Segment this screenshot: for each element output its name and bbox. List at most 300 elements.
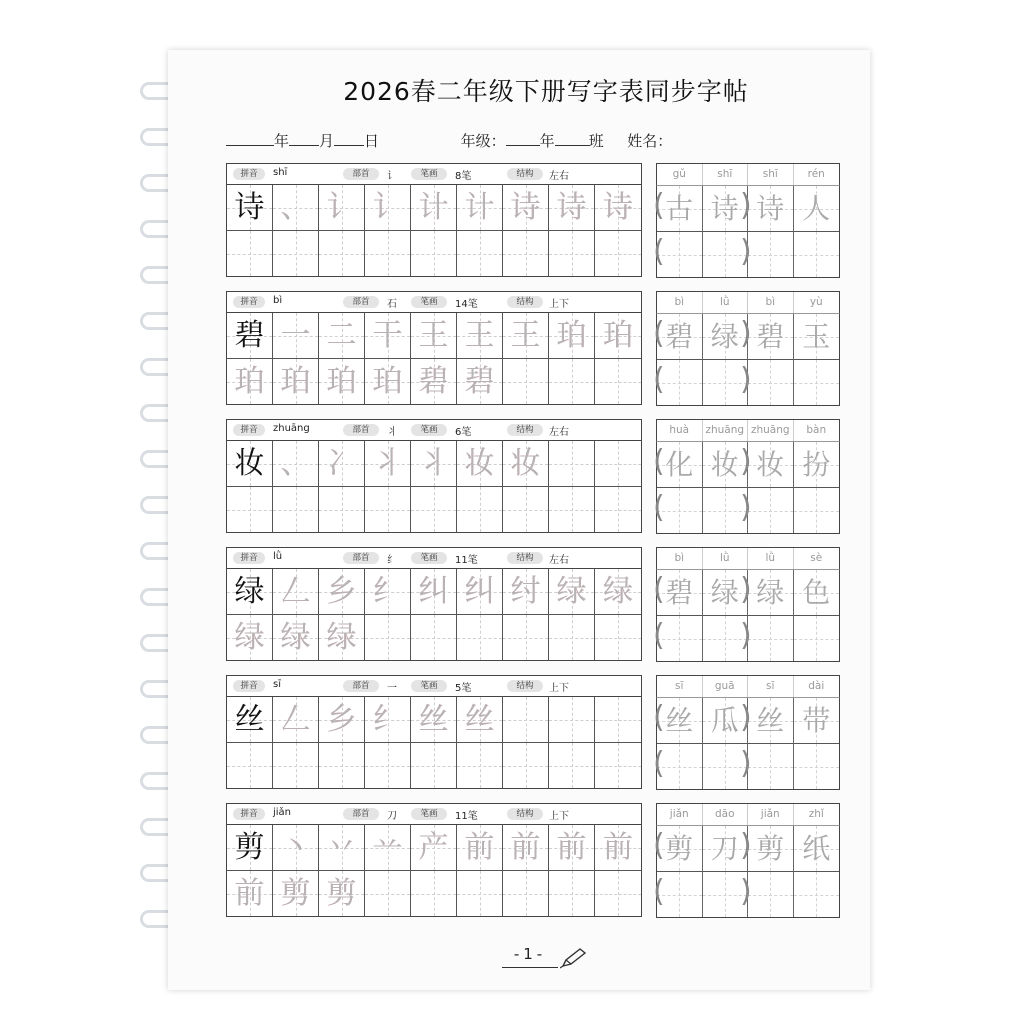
class-blank[interactable]	[555, 131, 589, 146]
model-character: 绿	[234, 574, 265, 609]
practice-cell[interactable]	[365, 231, 411, 276]
practice-cell[interactable]	[273, 313, 319, 359]
stroke-order-step: 绿	[326, 620, 357, 655]
pinyin-value: sī	[273, 679, 281, 690]
word-cell[interactable]	[794, 360, 840, 405]
day-label: 日	[364, 132, 380, 150]
practice-block	[226, 291, 642, 405]
practice-cell[interactable]	[365, 871, 411, 916]
stroke-order-step: 剪	[280, 876, 311, 911]
pinyin-value: zhuāng	[273, 423, 310, 434]
practice-cell[interactable]	[595, 487, 641, 532]
stroke-order-step: 、	[280, 446, 311, 481]
word-practice-block	[653, 163, 840, 278]
word-cell[interactable]	[748, 186, 794, 232]
stroke-order-step: 二	[326, 318, 357, 353]
practice-cell[interactable]	[503, 313, 549, 359]
practice-cell[interactable]	[411, 871, 457, 916]
practice-cell[interactable]	[319, 825, 365, 871]
stroke-order-step: 产	[418, 830, 449, 865]
practice-cell[interactable]	[365, 697, 411, 743]
structure-value: 上下	[549, 299, 569, 310]
word-character: 妆	[756, 448, 785, 481]
pinyin-tag: 拼音	[233, 424, 265, 436]
word-cell[interactable]	[748, 744, 794, 789]
word-cell[interactable]	[794, 442, 840, 488]
practice-cell[interactable]	[503, 359, 549, 404]
practice-cell[interactable]	[319, 313, 365, 359]
word-pinyin: huà	[657, 420, 703, 441]
word-character: 妆	[710, 448, 739, 481]
word-cell[interactable]	[794, 186, 840, 232]
practice-cell[interactable]	[365, 313, 411, 359]
practice-cell[interactable]	[227, 487, 273, 532]
word-pinyin: shī	[703, 164, 749, 185]
practice-cell[interactable]	[227, 743, 273, 788]
practice-cell[interactable]	[503, 569, 549, 615]
word-cell[interactable]	[794, 232, 840, 277]
stroke-order-step: 王	[418, 318, 449, 353]
practice-cell[interactable]	[273, 615, 319, 660]
word-cell[interactable]	[748, 570, 794, 616]
practice-cell[interactable]	[595, 359, 641, 404]
practice-cell[interactable]	[549, 569, 595, 615]
page-number: -1-	[513, 945, 547, 963]
close-paren: )	[740, 188, 752, 223]
word-pinyin-row	[656, 419, 840, 442]
practice-cell[interactable]	[319, 871, 365, 916]
stroke-order-step: 、	[280, 190, 311, 225]
month-blank[interactable]	[289, 131, 319, 146]
practice-cell[interactable]	[273, 825, 319, 871]
stroke-order-step: 珀	[556, 318, 587, 353]
strokes-tag: 笔画	[411, 168, 447, 180]
radical-value: 丬	[387, 427, 397, 438]
model-char-cell[interactable]	[227, 313, 273, 359]
practice-cell[interactable]	[549, 231, 595, 276]
word-pinyin: dāo	[703, 804, 749, 825]
practice-cell[interactable]	[595, 697, 641, 743]
structure-value: 左右	[549, 427, 569, 438]
structure-value: 上下	[549, 683, 569, 694]
close-paren: )	[740, 828, 752, 863]
practice-cell[interactable]	[549, 697, 595, 743]
word-cell[interactable]	[794, 872, 840, 917]
practice-cell[interactable]	[549, 615, 595, 660]
word-cell[interactable]	[748, 488, 794, 533]
practice-cell[interactable]	[457, 615, 503, 660]
word-character: 绿	[710, 320, 739, 353]
practice-cell[interactable]	[365, 487, 411, 532]
structure-tag: 结构	[507, 680, 543, 692]
radical-value: 一	[387, 683, 397, 694]
model-char-cell[interactable]	[227, 569, 273, 615]
practice-block	[226, 803, 642, 917]
word-pinyin: bì	[748, 292, 794, 313]
class-label: 班	[588, 132, 604, 150]
close-paren: )	[740, 874, 752, 909]
word-cell[interactable]	[794, 826, 840, 872]
stroke-order-step: 妆	[510, 446, 541, 481]
practice-cell[interactable]	[319, 185, 365, 231]
stroke-order-step: 一	[280, 318, 311, 353]
practice-cell[interactable]	[595, 871, 641, 916]
stroke-order-step: 珀	[326, 364, 357, 399]
pinyin-value: shī	[273, 167, 288, 178]
tracing-grid[interactable]	[226, 440, 642, 533]
word-character: 碧	[665, 320, 694, 353]
practice-cell[interactable]	[595, 569, 641, 615]
word-cell[interactable]	[794, 744, 840, 789]
model-character: 碧	[234, 318, 265, 353]
tracing-grid[interactable]	[226, 696, 642, 789]
model-character: 诗	[234, 190, 265, 225]
practice-cell[interactable]	[365, 185, 411, 231]
word-cell[interactable]	[794, 570, 840, 616]
strokes-tag: 笔画	[411, 296, 447, 308]
word-character: 人	[802, 192, 831, 225]
close-paren: )	[740, 316, 752, 351]
open-paren: (	[653, 444, 665, 479]
word-character: 色	[802, 576, 831, 609]
practice-cell[interactable]	[365, 615, 411, 660]
stroke-order-step: 纠	[418, 574, 449, 609]
practice-cell[interactable]	[227, 231, 273, 276]
structure-tag: 结构	[507, 552, 543, 564]
practice-cell[interactable]	[273, 231, 319, 276]
close-paren: )	[740, 572, 752, 607]
practice-cell[interactable]	[227, 871, 273, 916]
practice-cell[interactable]	[457, 487, 503, 532]
practice-cell[interactable]	[273, 743, 319, 788]
practice-cell[interactable]	[595, 231, 641, 276]
open-paren: (	[653, 874, 665, 909]
stroke-order-step: 计	[464, 190, 495, 225]
word-pinyin: bì	[657, 292, 703, 313]
close-paren: )	[740, 490, 752, 525]
stroke-order-step: 碧	[464, 364, 495, 399]
stroke-order-step: 前	[603, 830, 633, 865]
practice-cell[interactable]	[411, 185, 457, 231]
practice-cell[interactable]	[457, 231, 503, 276]
practice-cell[interactable]	[273, 487, 319, 532]
strokes-value: 14笔	[455, 299, 478, 310]
stroke-order-step: 丬	[372, 446, 403, 481]
strokes-value: 11笔	[455, 555, 478, 566]
stroke-order-step: 碧	[418, 364, 449, 399]
practice-cell[interactable]	[365, 743, 411, 788]
stroke-order-step: 诗	[510, 190, 541, 225]
word-pinyin: jiǎn	[657, 804, 703, 825]
practice-cell[interactable]	[549, 359, 595, 404]
pinyin-tag: 拼音	[233, 552, 265, 564]
practice-cell[interactable]	[595, 615, 641, 660]
word-pinyin-row	[656, 291, 840, 314]
open-paren: (	[653, 188, 665, 223]
word-pinyin: sī	[748, 676, 794, 697]
stroke-order-step: 妆	[464, 446, 495, 481]
year-blank[interactable]	[226, 131, 274, 146]
word-cell[interactable]	[794, 616, 840, 661]
practice-cell[interactable]	[411, 487, 457, 532]
open-paren: (	[653, 572, 665, 607]
tracing-grid[interactable]	[226, 568, 642, 661]
practice-cell[interactable]	[503, 487, 549, 532]
stroke-order-step: 丷	[326, 830, 357, 865]
word-pinyin: zhuāng	[703, 420, 749, 441]
strokes-value: 8笔	[455, 171, 472, 182]
char-info-header	[226, 675, 642, 696]
practice-cell[interactable]	[503, 743, 549, 788]
stroke-order-step: 干	[372, 318, 403, 353]
word-cell[interactable]	[748, 314, 794, 360]
practice-cell[interactable]	[457, 697, 503, 743]
stroke-order-step: 讠	[326, 190, 357, 225]
radical-tag: 部首	[343, 680, 379, 692]
practice-block	[226, 547, 642, 661]
structure-tag: 结构	[507, 296, 543, 308]
word-cell[interactable]	[794, 488, 840, 533]
practice-cell[interactable]	[319, 359, 365, 404]
pencil-icon	[560, 947, 588, 969]
name-label: 姓名：	[627, 132, 673, 150]
page-title: 2026春二年级下册写字表同步字帖	[343, 77, 749, 106]
tracing-grid[interactable]	[226, 184, 642, 277]
word-pinyin: lǜ	[703, 292, 749, 313]
stroke-order-step: 乡	[326, 574, 357, 609]
stroke-order-step: 王	[464, 318, 495, 353]
practice-cell[interactable]	[457, 185, 503, 231]
stroke-order-step: 𠃋	[280, 574, 311, 609]
practice-cell[interactable]	[549, 743, 595, 788]
stroke-order-step: 前	[556, 830, 587, 865]
word-pinyin: sī	[657, 676, 703, 697]
pinyin-tag: 拼音	[233, 168, 265, 180]
stroke-order-step: 前	[464, 830, 495, 865]
model-char-cell[interactable]	[227, 185, 273, 231]
practice-cell[interactable]	[457, 569, 503, 615]
practice-cell[interactable]	[595, 825, 641, 871]
practice-cell[interactable]	[273, 185, 319, 231]
grade-year-label: 年	[539, 132, 555, 150]
practice-cell[interactable]	[273, 359, 319, 404]
practice-cell[interactable]	[503, 825, 549, 871]
practice-cell[interactable]	[549, 185, 595, 231]
open-paren: (	[653, 234, 665, 269]
word-practice-block	[653, 547, 840, 662]
practice-cell[interactable]	[457, 359, 503, 404]
grade-label: 年级：	[460, 132, 506, 150]
word-pinyin: guā	[703, 676, 749, 697]
strokes-tag: 笔画	[411, 808, 447, 820]
practice-cell[interactable]	[227, 615, 273, 660]
stroke-order-step: 前	[234, 876, 265, 911]
practice-cell[interactable]	[503, 697, 549, 743]
word-character: 古	[665, 192, 694, 225]
char-info-header	[226, 547, 642, 568]
stroke-order-step: 乡	[326, 702, 357, 737]
word-character: 剪	[756, 832, 785, 865]
char-info-header	[226, 291, 642, 312]
strokes-tag: 笔画	[411, 680, 447, 692]
stroke-order-step: 纟	[372, 702, 403, 737]
practice-cell[interactable]	[457, 743, 503, 788]
stroke-order-step: 绿	[234, 620, 265, 655]
word-pinyin: gǔ	[657, 164, 703, 185]
practice-cell[interactable]	[503, 231, 549, 276]
stroke-order-step: 绿	[280, 620, 311, 655]
word-character: 化	[665, 448, 694, 481]
practice-cell[interactable]	[411, 615, 457, 660]
word-pinyin: shī	[748, 164, 794, 185]
word-character: 绿	[756, 576, 785, 609]
word-pinyin: jiǎn	[748, 804, 794, 825]
practice-cell[interactable]	[273, 871, 319, 916]
word-cell[interactable]	[748, 232, 794, 277]
word-cell[interactable]	[748, 826, 794, 872]
practice-cell[interactable]	[595, 185, 641, 231]
strokes-tag: 笔画	[411, 552, 447, 564]
stroke-order-step: 诗	[556, 190, 587, 225]
word-cell[interactable]	[794, 314, 840, 360]
practice-cell[interactable]	[319, 615, 365, 660]
stroke-order-step: 珀	[280, 364, 311, 399]
practice-cell[interactable]	[365, 825, 411, 871]
practice-cell[interactable]	[503, 615, 549, 660]
tracing-grid[interactable]	[226, 824, 642, 917]
word-cell[interactable]	[748, 360, 794, 405]
practice-cell[interactable]	[365, 569, 411, 615]
word-character: 刀	[710, 832, 739, 865]
practice-cell[interactable]	[365, 359, 411, 404]
stroke-order-step: 䒑	[372, 830, 403, 865]
practice-cell[interactable]	[549, 871, 595, 916]
stroke-order-step: 丬	[418, 446, 449, 481]
structure-tag: 结构	[507, 168, 543, 180]
practice-cell[interactable]	[411, 825, 457, 871]
word-pinyin-row	[656, 675, 840, 698]
practice-cell[interactable]	[273, 569, 319, 615]
stroke-order-step: 𠃋	[280, 702, 311, 737]
tracing-grid[interactable]	[226, 312, 642, 405]
practice-cell[interactable]	[549, 487, 595, 532]
pinyin-value: jiǎn	[273, 807, 292, 818]
practice-cell[interactable]	[411, 743, 457, 788]
stroke-order-step: 前	[510, 830, 541, 865]
practice-cell[interactable]	[549, 825, 595, 871]
practice-cell[interactable]	[319, 569, 365, 615]
word-character: 丝	[756, 704, 785, 737]
model-character: 丝	[234, 702, 265, 737]
day-blank[interactable]	[334, 131, 364, 146]
stroke-order-step: 珀	[234, 364, 265, 399]
pinyin-value: lǜ	[273, 551, 283, 562]
word-cell[interactable]	[748, 698, 794, 744]
radical-value: 纟	[387, 555, 397, 566]
practice-cell[interactable]	[411, 313, 457, 359]
stroke-order-step: 纠	[464, 574, 495, 609]
practice-cell[interactable]	[227, 359, 273, 404]
practice-cell[interactable]	[365, 441, 411, 487]
practice-cell[interactable]	[411, 697, 457, 743]
word-character: 玉	[802, 320, 831, 353]
practice-cell[interactable]	[273, 441, 319, 487]
stroke-order-step: 珀	[603, 318, 633, 353]
year-label: 年	[274, 132, 290, 150]
practice-cell[interactable]	[503, 441, 549, 487]
practice-cell[interactable]	[595, 743, 641, 788]
word-pinyin-row	[656, 547, 840, 570]
practice-cell[interactable]	[319, 743, 365, 788]
practice-cell[interactable]	[595, 313, 641, 359]
practice-cell[interactable]	[319, 231, 365, 276]
stroke-order-step: 珀	[372, 364, 403, 399]
stroke-order-step: 计	[418, 190, 449, 225]
open-paren: (	[653, 746, 665, 781]
practice-cell[interactable]	[549, 313, 595, 359]
model-char-cell[interactable]	[227, 697, 273, 743]
practice-cell[interactable]	[411, 441, 457, 487]
radical-tag: 部首	[343, 552, 379, 564]
close-paren: )	[740, 234, 752, 269]
practice-cell[interactable]	[549, 441, 595, 487]
strokes-tag: 笔画	[411, 424, 447, 436]
practice-cell[interactable]	[319, 697, 365, 743]
practice-cell[interactable]	[503, 185, 549, 231]
word-cell[interactable]	[748, 872, 794, 917]
char-info-header	[226, 803, 642, 824]
close-paren: )	[740, 362, 752, 397]
strokes-value: 11笔	[455, 811, 478, 822]
practice-cell[interactable]	[319, 441, 365, 487]
radical-tag: 部首	[343, 424, 379, 436]
practice-cell[interactable]	[457, 871, 503, 916]
practice-cell[interactable]	[319, 487, 365, 532]
model-char-cell[interactable]	[227, 441, 273, 487]
practice-block	[226, 163, 642, 277]
practice-cell[interactable]	[457, 441, 503, 487]
word-cell[interactable]	[748, 616, 794, 661]
radical-tag: 部首	[343, 296, 379, 308]
word-practice-block	[653, 419, 840, 534]
practice-cell[interactable]	[411, 359, 457, 404]
practice-cell[interactable]	[411, 569, 457, 615]
word-pinyin: dài	[808, 680, 825, 692]
word-practice-block	[653, 803, 840, 918]
grade-blank[interactable]	[506, 131, 540, 146]
char-info-header	[226, 419, 642, 440]
strokes-value: 6笔	[455, 427, 472, 438]
practice-cell[interactable]	[457, 825, 503, 871]
open-paren: (	[653, 362, 665, 397]
word-character: 诗	[756, 192, 785, 225]
model-char-cell[interactable]	[227, 825, 273, 871]
practice-cell[interactable]	[595, 441, 641, 487]
word-cell[interactable]	[748, 442, 794, 488]
practice-cell[interactable]	[503, 871, 549, 916]
stroke-order-step: 丝	[464, 702, 495, 737]
model-character: 剪	[234, 830, 265, 865]
page-footer	[500, 945, 590, 969]
practice-cell[interactable]	[457, 313, 503, 359]
date-line	[226, 130, 672, 151]
word-pinyin-row	[656, 803, 840, 826]
practice-cell[interactable]	[411, 231, 457, 276]
close-paren: )	[740, 700, 752, 735]
word-cell[interactable]	[794, 698, 840, 744]
pinyin-value: bì	[273, 295, 283, 306]
practice-cell[interactable]	[273, 697, 319, 743]
